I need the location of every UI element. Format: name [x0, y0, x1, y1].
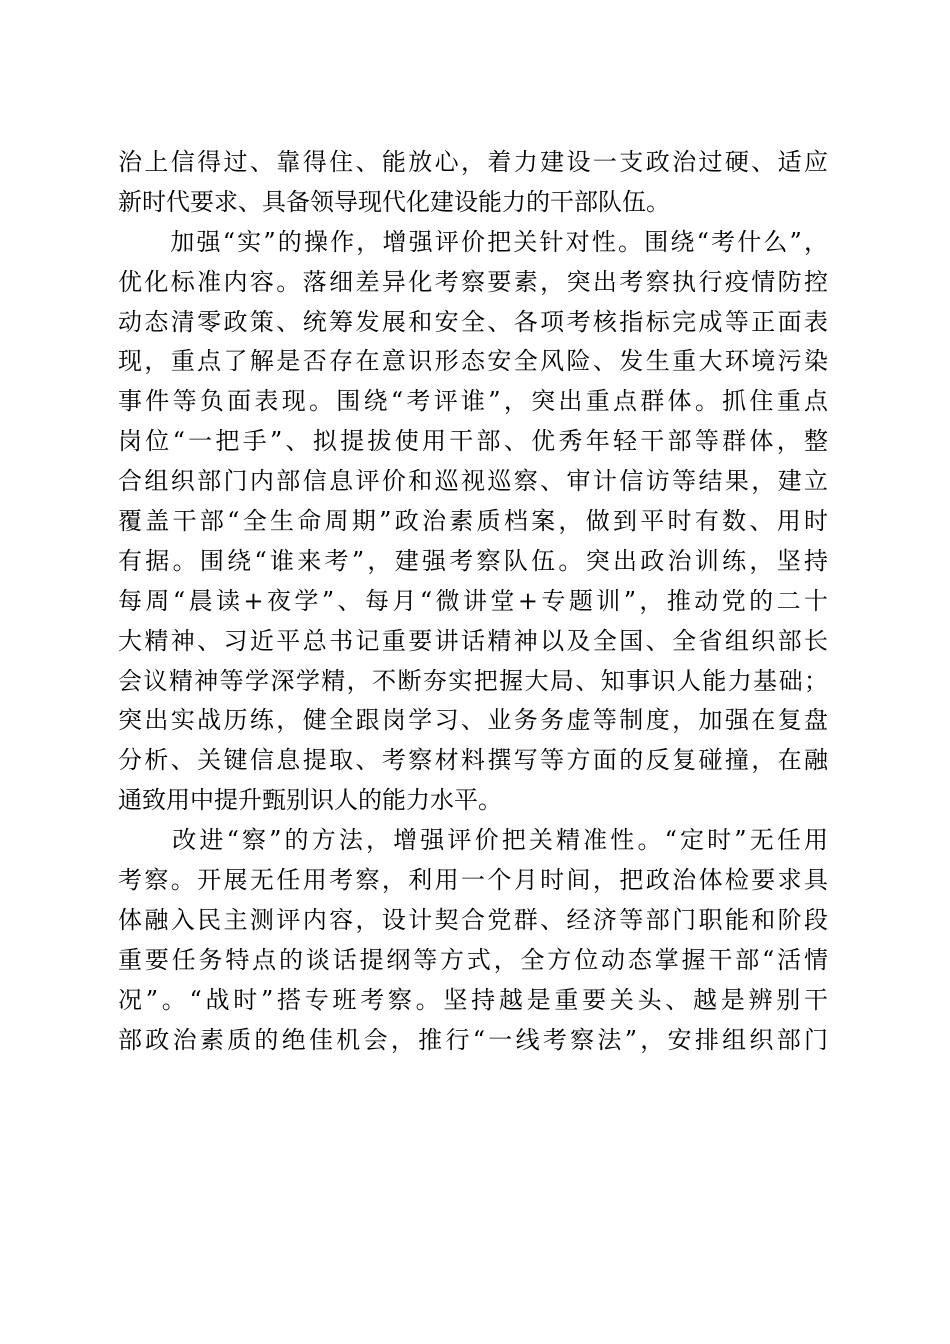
paragraph-3-line-5: 况”。“战时”搭专班考察。坚持越是重要关头、越是辨别干	[118, 985, 828, 1014]
paragraph-3-line-3: 体融入民主测评内容，设计契合党群、经济等部门职能和阶段	[118, 905, 828, 934]
paragraph-2-line-3: 动态清零政策、统筹发展和安全、各项考核指标完成等正面表	[118, 307, 828, 336]
paragraph-2-line-15: 通致用中提升甄别识人的能力水平。	[118, 786, 502, 815]
paragraph-2-line-7: 合组织部门内部信息评价和巡视巡察、审计信访等结果，建立	[118, 467, 828, 496]
paragraph-2-line-2: 优化标准内容。落细差异化考察要素，突出考察执行疫情防控	[118, 267, 828, 296]
paragraph-2-line-8: 覆盖干部“全生命周期”政治素质档案，做到平时有数、用时	[118, 507, 828, 536]
paragraph-3-line-1: 改进“察”的方法，增强评价把关精准性。“定时”无任用	[118, 826, 828, 855]
paragraph-1-line-1: 治上信得过、靠得住、能放心，着力建设一支政治过硬、适应	[118, 148, 828, 176]
paragraph-2-line-12: 会议精神等学深学精，不断夯实把握大局、知事识人能力基础；	[118, 666, 828, 695]
paragraph-3-line-6: 部政治素质的绝佳机会，推行“一线考察法”，安排组织部门	[118, 1025, 828, 1054]
paragraph-2-line-10: 每周“晨读+夜学”、每月“微讲堂+专题训”，推动党的二十	[118, 586, 828, 615]
paragraph-2-line-11: 大精神、习近平总书记重要讲话精神以及全国、全省组织部长	[118, 626, 828, 655]
paragraph-2-line-13: 突出实战历练，健全跟岗学习、业务务虚等制度，加强在复盘	[118, 706, 828, 735]
paragraph-2-line-14: 分析、关键信息提取、考察材料撰写等方面的反复碰撞，在融	[118, 746, 828, 775]
document-body	[118, 143, 828, 1060]
paragraph-3-line-2: 考察。开展无任用考察，利用一个月时间，把政治体检要求具	[118, 866, 828, 895]
paragraph-1-line-2: 新时代要求、具备领导现代化建设能力的干部队伍。	[118, 187, 670, 216]
paragraph-2-line-4: 现，重点了解是否存在意识形态安全风险、发生重大环境污染	[118, 347, 828, 376]
paragraph-2-line-5: 事件等负面表现。围绕“考评谁”，突出重点群体。抓住重点	[118, 387, 828, 416]
paragraph-3-line-4: 重要任务特点的谈话提纲等方式，全方位动态掌握干部“活情	[118, 945, 828, 974]
paragraph-2-line-9: 有据。围绕“谁来考”，建强考察队伍。突出政治训练，坚持	[118, 546, 828, 575]
paragraph-2-line-1: 加强“实”的操作，增强评价把关针对性。围绕“考什么”，	[118, 227, 828, 256]
paragraph-2-line-6: 岗位“一把手”、拟提拔使用干部、优秀年轻干部等群体，整	[118, 427, 828, 456]
